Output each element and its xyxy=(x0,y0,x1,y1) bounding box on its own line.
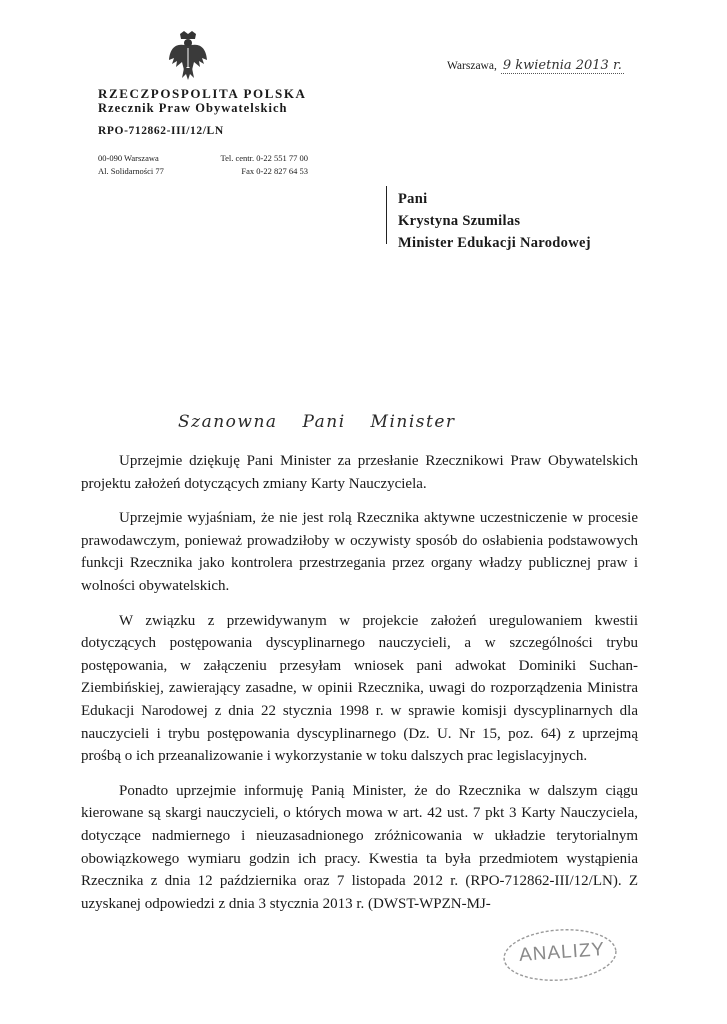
paragraph-4: Ponadto uprzejmie informuję Panią Minister, że do Rzecznika w dalszym ciągu kierowane są skargi nauczycieli, o których mowa w art. 42 ust. 7 pkt 3 Karty Nauczyciela, dotyczące nadmiernego i nieuzasadnionego zróżnicowania w układzie terytorialnym obowiązkowego wymiaru godzin ich pracy. Kwestia ta była przedmiotem wystąpienia Rzecznika z dnia 12 października oraz 7 listopada 2012 r. (RPO-712862-III/12/LN). Z uzyskanej odpowiedzi z dnia 3 stycznia 2013 r. (DWST-WPZN-MJ- xyxy=(81,782,638,912)
phone-number: Tel. centr. 0-22 551 77 00 xyxy=(220,153,308,163)
letter-body xyxy=(81,450,638,927)
stamp-label: ANALIZY xyxy=(518,939,606,966)
recipient-position: Minister Edukacji Narodowej xyxy=(398,235,591,251)
recipient-block xyxy=(398,188,591,254)
recipient-title: Pani xyxy=(398,191,428,207)
handwritten-date: 9 kwietnia 2013 r. xyxy=(502,58,622,73)
street-address: Al. Solidarności 77 xyxy=(98,166,164,176)
contact-block xyxy=(98,152,308,178)
paragraph-3: W związku z przewidywanym w projekcie założeń uregulowaniem kwestii dotyczących postępowania dyscyplinarnego nauczycieli, a w szczególności trybu postępowania, w załączeniu przesyłam wniosek pani adwokat Dominiki Suchan-Ziembińskiej, zawierający zasadne, w opinii Rzecznika, uwagi do rozporządzenia Ministra Edukacji Narodowej z dnia 22 stycznia 1998 r. w sprawie komisji dyscyplinarnych dla nauczycieli i trybu postępowania dyscyplinarnego (Dz. U. Nr 15, poz. 64) z uprzejmą prośbą o ich przeanalizowanie i wykorzystanie w toku dalszych prac legislacyjnych. xyxy=(81,612,638,765)
paragraph-2: Uprzejmie wyjaśniam, że nie jest rolą Rzecznika aktywne uczestniczenie w procesie prawodawczym, ponieważ prowadziłoby w oczywisty sposób do osłabienia podstawowych funkcji Rzecznika jako kontrolera przestrzegania przez organy władzy publicznej praw i wolności obywatelskich. xyxy=(81,510,638,594)
place-and-date xyxy=(447,58,624,74)
fax-number: Fax 0-22 827 64 53 xyxy=(241,166,308,176)
paragraph-1: Uprzejmie dziękuję Pani Minister za przesłanie Rzecznikowi Praw Obywatelskich projektu założeń dotyczących zmiany Karty Nauczyciela. xyxy=(81,453,638,492)
handwritten-salutation: Szanowna Pani Minister xyxy=(178,412,456,432)
org-subtitle: Rzecznik Praw Obywatelskich xyxy=(98,101,288,115)
address-divider xyxy=(386,186,387,244)
place: Warszawa, xyxy=(447,60,497,72)
sender-organization xyxy=(98,86,307,116)
org-name: RZECZPOSPOLITA POLSKA xyxy=(98,86,307,101)
polish-eagle-emblem-icon xyxy=(168,30,208,82)
reference-number: RPO-712862-III/12/LN xyxy=(98,125,224,137)
recipient-name: Krystyna Szumilas xyxy=(398,213,521,229)
postal-address: 00-090 Warszawa xyxy=(98,153,159,163)
